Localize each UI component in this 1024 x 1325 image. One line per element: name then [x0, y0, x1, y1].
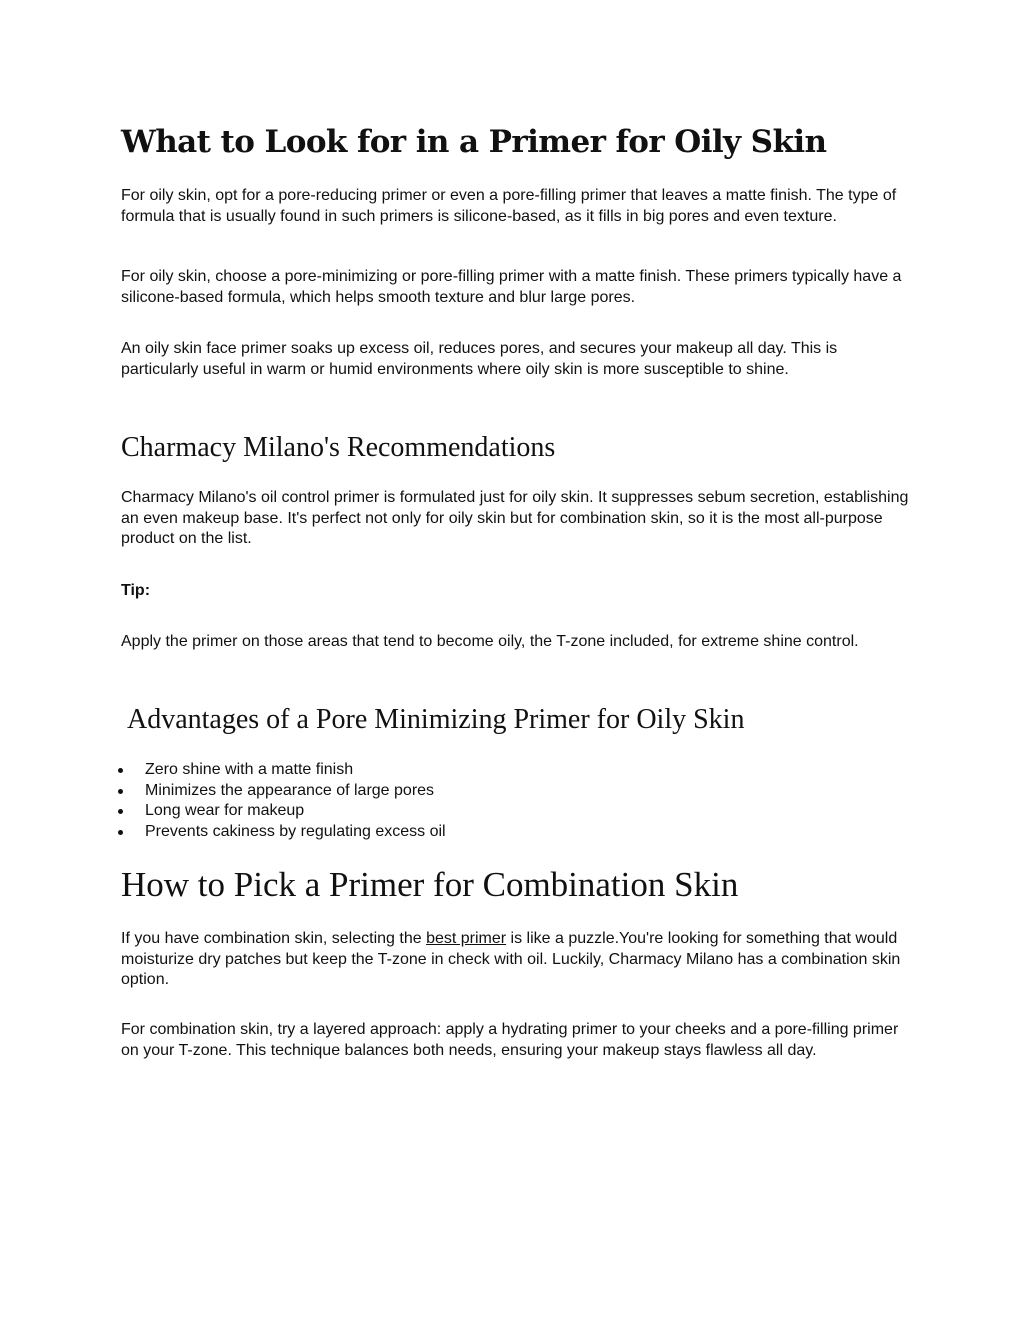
- heading-recommendations: Charmacy Milano's Recommendations: [121, 432, 556, 463]
- list-item: [121, 822, 446, 843]
- bullet-icon: [118, 830, 123, 835]
- heading-combination-skin: How to Pick a Primer for Combination Skin: [121, 865, 739, 904]
- heading-advantages: Advantages of a Pore Minimizing Primer for Oily Skin: [127, 704, 745, 735]
- list-item-text: Prevents cakiness by regulating excess oil: [145, 822, 446, 840]
- paragraph-text-before-link: If you have combination skin, selecting the: [121, 930, 427, 947]
- main-heading-oily-skin: What to Look for in a Primer for Oily Skin: [121, 124, 827, 160]
- bullet-icon: [118, 789, 123, 794]
- paragraph-recommendations: Charmacy Milano's oil control primer is formulated just for oily skin. It suppresses sebum secretion, establishing an even makeup base. It's perfect not only for oily skin but for combination skin, so it is the most all-purpose product on the list.: [121, 489, 909, 547]
- bullet-icon: [118, 809, 123, 814]
- tip-label: Tip:: [121, 582, 151, 599]
- paragraph-oily-skin-3: An oily skin face primer soaks up excess oil, reduces pores, and secures your makeup all day. This is particularly useful in warm or humid environments where oily skin is more susceptible to shine.: [121, 340, 838, 378]
- paragraph-combination-2: For combination skin, try a layered approach: apply a hydrating primer to your cheeks and a pore-filling primer on your T-zone. This technique balances both needs, ensuring your makeup stays flawless all day.: [121, 1021, 899, 1059]
- list-item-text: Minimizes the appearance of large pores: [145, 781, 435, 799]
- list-item: [121, 801, 446, 822]
- bullet-icon: [118, 768, 123, 773]
- list-item: [121, 781, 446, 802]
- paragraph-combination-1: [121, 929, 911, 991]
- paragraph-tip: Apply the primer on those areas that tend to become oily, the T-zone included, for extreme shine control.: [121, 633, 859, 650]
- paragraph-oily-skin-1: For oily skin, opt for a pore-reducing primer or even a pore-filling primer that leaves a matte finish. The type of formula that is usually found in such primers is silicone-based, as it fills in big pores and even texture.: [121, 187, 897, 225]
- paragraph-text-after-link: is like a puzzle.You're looking for something that would moisturize dry patches but keep the T-zone in check with oil. Luckily, Charmacy Milano has a combination skin option.: [121, 930, 901, 988]
- list-item-text: Long wear for makeup: [145, 802, 305, 819]
- list-item: [121, 760, 446, 781]
- list-item-text: Zero shine with a matte finish: [145, 761, 354, 778]
- advantages-list: [121, 760, 446, 842]
- paragraph-oily-skin-2: For oily skin, choose a pore-minimizing or pore-filling primer with a matte finish. These primers typically have a silicone-based formula, which helps smooth texture and blur large pores.: [121, 268, 902, 306]
- best-primer-link[interactable]: best primer: [426, 930, 507, 947]
